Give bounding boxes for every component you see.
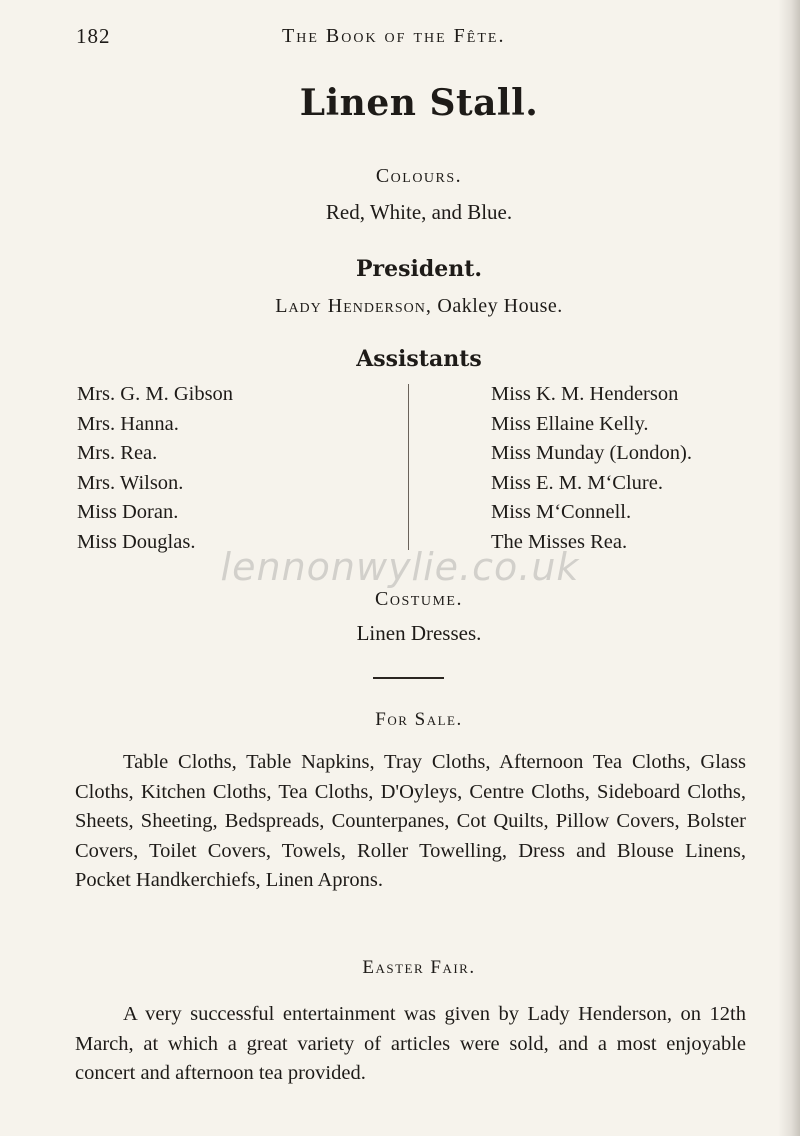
president-line [0,295,800,318]
president-place: Oakley House. [431,295,563,317]
for-sale-paragraph [75,748,746,896]
costume-value: Linen Dresses. [356,621,482,645]
assistant-name: Miss M‘Connell. [491,501,632,524]
president-heading: President. [355,256,483,282]
assistants-right-column [491,380,692,558]
easter-fair-text: A very successful entertainment was given by Lady Henderson, on 12th March, at which a great variety of articles were sold, and a most enjoyable concert and afternoon tea provided. [75,1003,746,1084]
for-sale-heading: For Sale. [375,709,463,730]
assistant-name: Miss Doran. [77,501,179,524]
section-rule [373,677,444,679]
costume-heading: Costume. [375,588,463,610]
running-title: The Book of the Fête. [282,25,506,47]
assistants-left-column [77,380,233,558]
assistant-name: Miss Ellaine Kelly. [491,412,649,435]
easter-fair-paragraph [75,1000,746,1089]
page-number: 182 [76,24,111,48]
column-divider [408,384,409,550]
for-sale-text: Table Cloths, Table Napkins, Tray Cloths, Afternoon Tea Cloths, Glass Cloths, Kitchen Cloths, Tea Cloths, D'Oyleys, Centre Cloths, Sideboard Cloths, Sheets, Sheeting, Bedspreads, Counterpanes, Cot Quilts, Pillow Covers, Bolster Covers, Toilet Covers, Towels, Roller Towelling, Dress and Blouse Linens, Pocket Handkerchiefs, Linen Aprons. [75,751,746,891]
watermark: lennonwylie.co.uk [220,545,580,589]
colours-heading: Colours. [375,165,463,187]
assistant-name: Miss Munday (London). [491,442,693,465]
page-title: Linen Stall. [299,82,539,124]
president-name: Lady Henderson, [275,295,432,317]
assistant-name: Mrs. Hanna. [77,412,179,435]
assistant-name: Miss Douglas. [77,530,196,553]
assistant-name: Mrs. Wilson. [77,471,184,494]
easter-fair-heading: Easter Fair. [362,957,476,978]
assistant-name: Miss E. M. M‘Clure. [491,471,663,494]
assistants-heading: Assistants [356,346,482,372]
assistant-name: Mrs. G. M. Gibson [77,383,234,405]
assistant-name: Miss K. M. Henderson [491,383,679,405]
assistant-name: Mrs. Rea. [77,442,158,465]
assistant-name: The Misses Rea. [491,530,628,553]
colours-value: Red, White, and Blue. [325,200,513,224]
